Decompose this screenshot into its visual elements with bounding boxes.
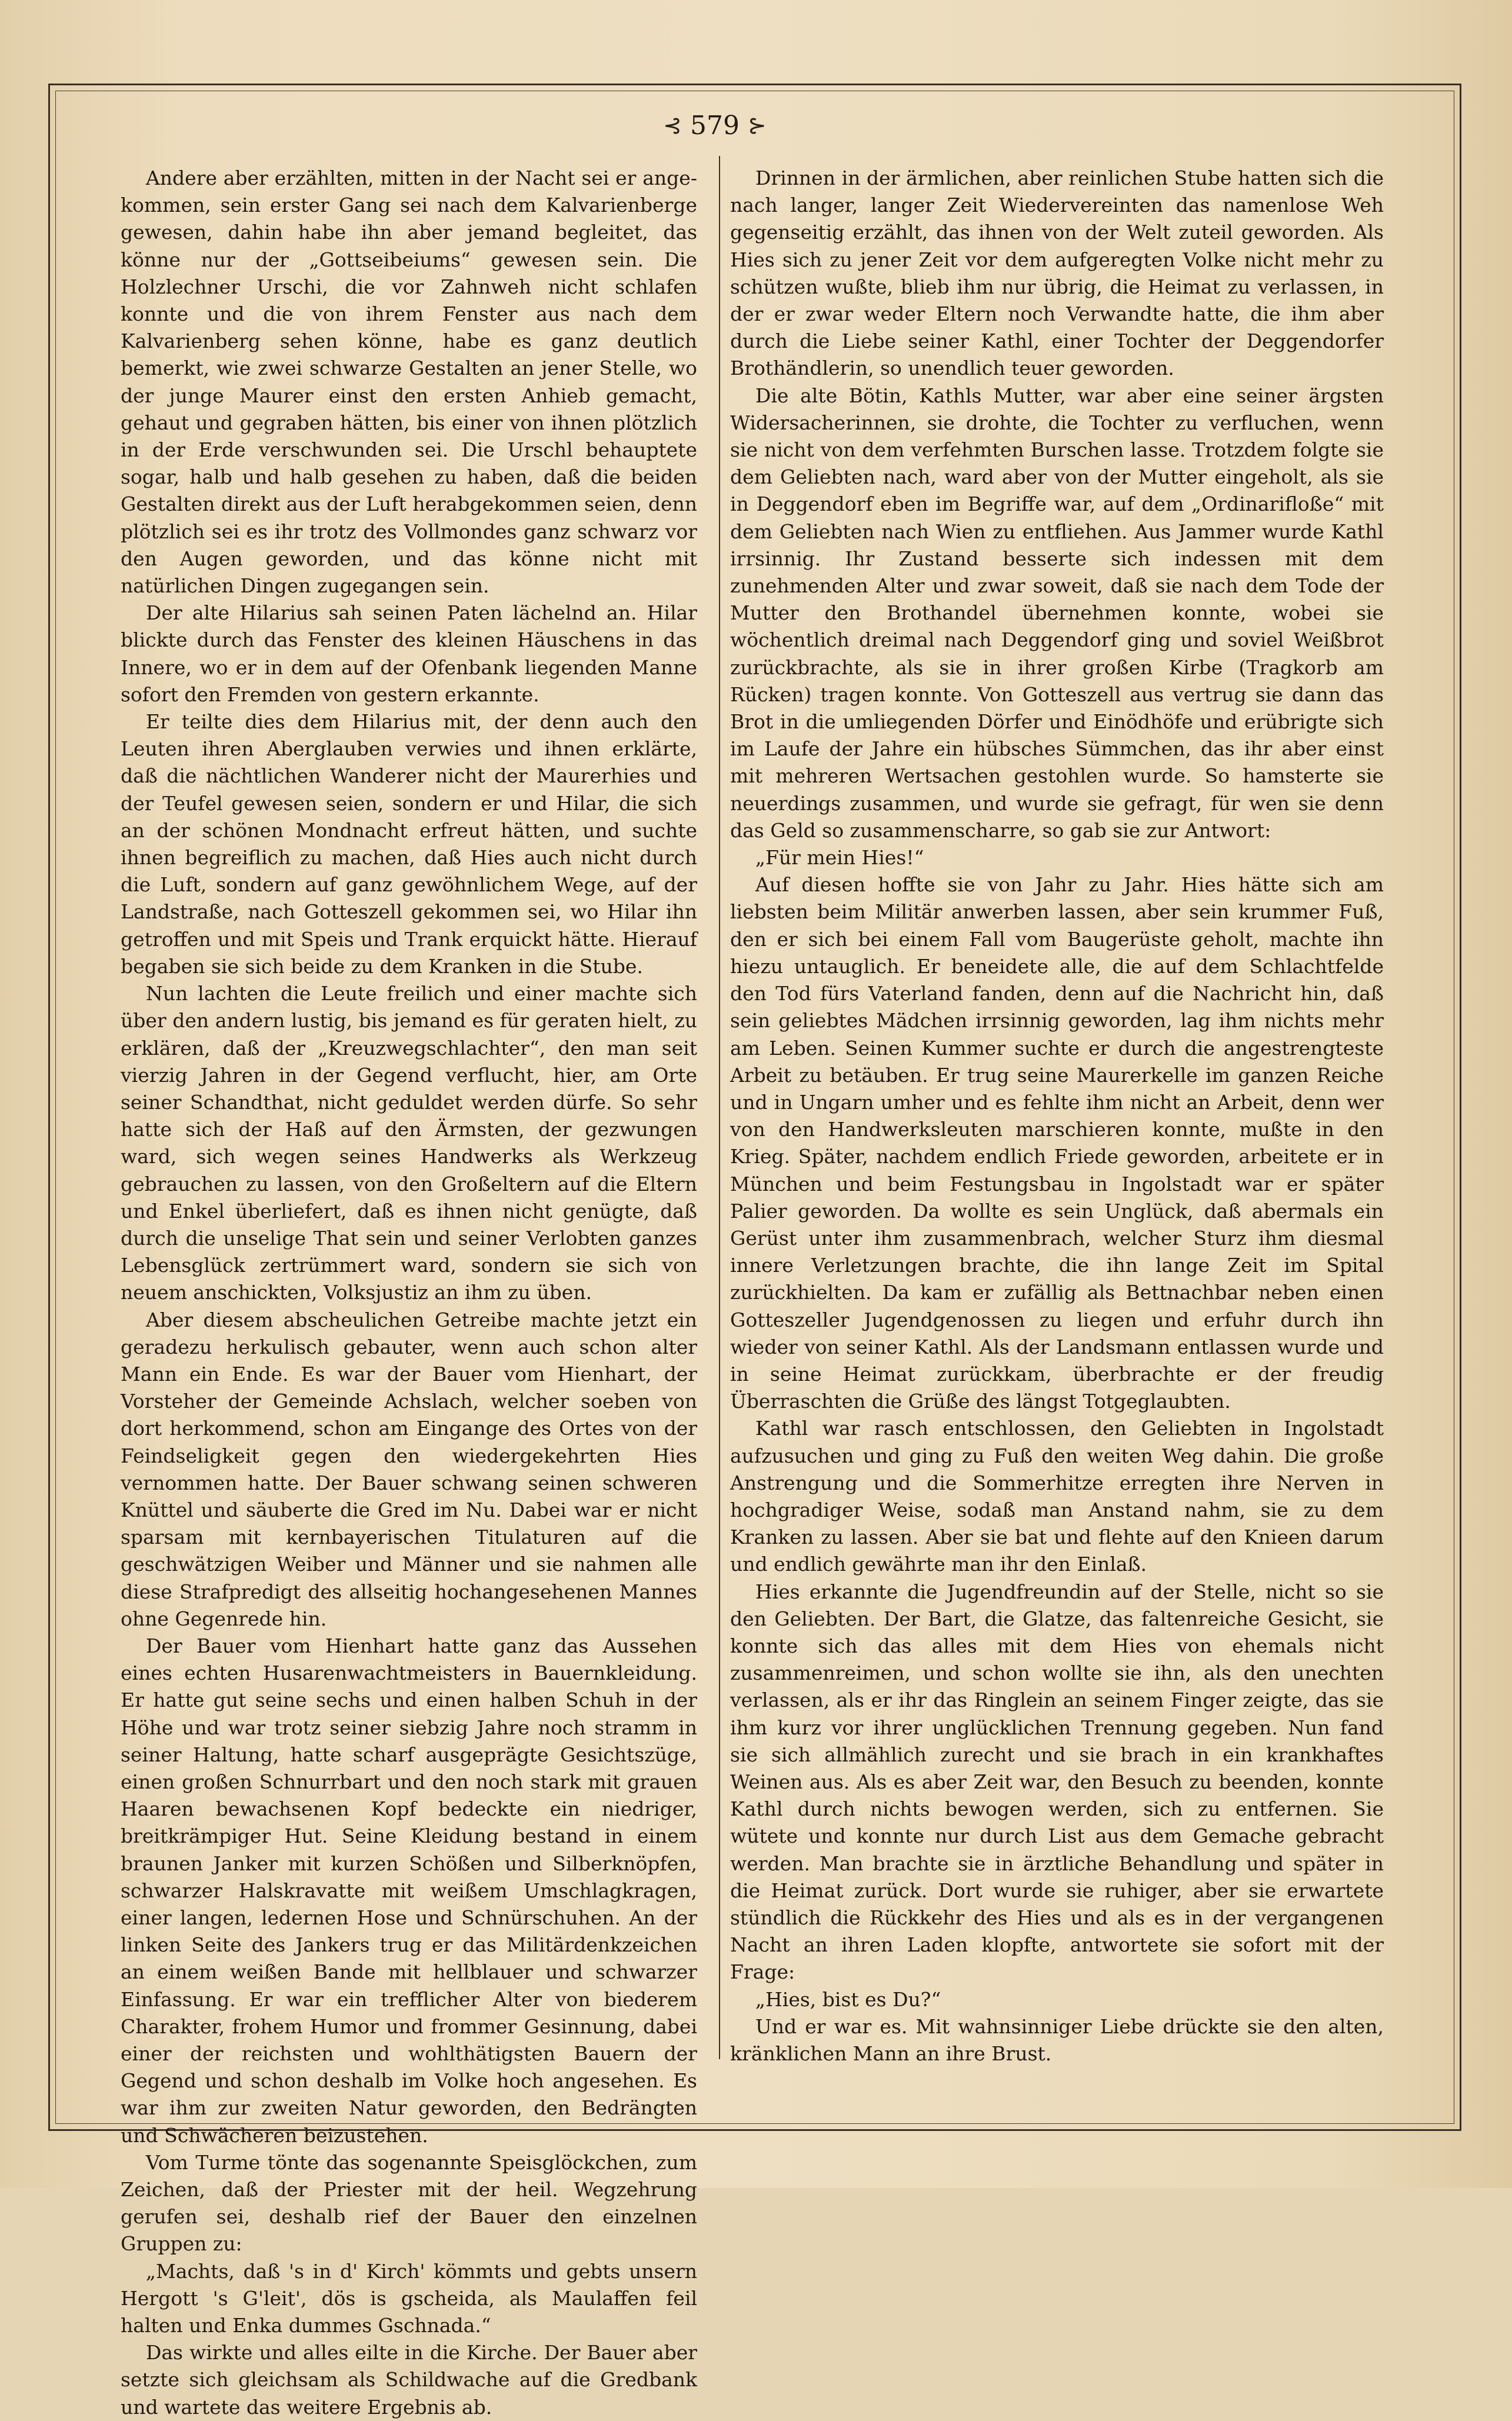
paragraph: Hies erkannte die Jugendfreundin auf der Stelle, nicht so sie den Geliebten. Der Bart, die Glatze, das faltenreiche Gesicht, sie konnte sich das alles mit dem Hies von ehemals nicht zusammenreimen, und schon wollte sie ihn, als den unechten verlassen, als er ihr das Ringlein an seinem Finger zeigte, das sie ihm kurz vor ihrer unglücklichen Trennung gegeben. Nun fand sie sich allmählich zurecht und sie brach in ein krankhaftes Weinen aus. Als es aber Zeit war, den Besuch zu beenden, konnte Kathl durch nichts bewogen werden, sich zu entfernen. Sie wütete und konnte nur durch List aus dem Gemache gebracht werden. Man brachte sie in ärztliche Behandlung und später in die Heimat zurück. Dort wurde sie ruhiger, aber sie erwartete stündlich die Rückkehr des Hies und als es in der vergangenen Nacht an ihren Laden klopfte, antwortete sie sofort mit der Frage:	[730, 1580, 1384, 1984]
right-ornament-icon: ⊱	[747, 112, 767, 138]
paragraph: Andere aber erzählten, mitten in der Nacht sei er angekommen, sein erster Gang sei nach dem Kalvarienberge gewesen, dahin habe ihn aber jemand begleitet, das könne nur der „Gottseibeiums“ gewesen sein. Die Holzlechner Urschi, die vor Zahnweh nicht schlafen konnte und die von ihrem Fenster aus nach dem Kalvarienberg sehen könne, habe es ganz deutlich bemerkt, wie zwei schwarze Gestalten an jener Stelle, wo der junge Maurer einst den ersten Anhieb gemacht, gehaut und gegraben hätten, bis einer von ihnen plötzlich in der Erde verschwunden sei. Die Urschl behauptete sogar, halb und halb gesehen zu haben, daß die beiden Gestalten direkt aus der Luft herabgekommen seien, denn plötzlich sei es ihr trotz des Vollmondes ganz schwarz vor den Augen geworden, und das könne nicht mit natürlichen Dingen zugegangen sein.	[121, 166, 697, 598]
quote-paragraph: „Machts, daß 's in d' Kirch' kömmts und gebts unsern Hergott 's G'leit', dös is gscheida, als Maulaffen feil halten und Enka dummes Gschnada.“	[121, 2259, 697, 2337]
paragraph: Aber diesem abscheulichen Getreibe machte jetzt ein geradezu herkulisch gebauter, wenn auch schon alter Mann ein Ende. Es war der Bauer vom Hienhart, der Vorsteher der Gemeinde Achslach, welcher soeben von dort herkommend, schon am Eingange des Ortes von der Feindseligkeit gegen den wiedergekehrten Hies vernommen hatte. Der Bauer schwang seinen schweren Knüttel und säuberte die Gred im Nu. Dabei war er nicht sparsam mit kernbayerischen Titulaturen auf die geschwätzigen Weiber und Männer und sie nahmen alle diese Strafpredigt des allseitig hochangesehenen Mannes ohne Gegenrede hin.	[121, 1308, 697, 1630]
paragraph: Der alte Hilarius sah seinen Paten lächelnd an. Hilar blickte durch das Fenster des kleinen Häuschens in das Innere, wo er in dem auf der Ofenbank liegenden Manne sofort den Fremden von gestern erkannte.	[121, 601, 697, 706]
paragraph: Drinnen in der ärmlichen, aber reinlichen Stube hatten sich die nach langer, langer Zeit Wiedervereinten das namenlose Weh gegenseitig erzählt, das ihnen von der Welt zuteil geworden. Als Hies sich zu jener Zeit vor dem aufgeregten Volke nicht mehr zu schützen wußte, blieb ihm nur übrig, die Heimat zu verlassen, in der er zwar weder Eltern noch Verwandte hatte, die ihm aber durch die Liebe seiner Kathl, einer Tochter der Deggendorfer Brothändlerin, so unendlich teuer geworden.	[730, 166, 1384, 380]
paragraph: Er teilte dies dem Hilarius mit, der denn auch den Leuten ihren Aberglauben verwies und ihnen erklärte, daß die nächtlichen Wanderer nicht der Maurerhies und der Teufel gewesen seien, sondern er und Hilar, die sich an der schönen Mondnacht erfreut hätten, und suchte ihnen begreiflich zu machen, daß Hies auch nicht durch die Luft, sondern auf ganz gewöhnlichem Wege, auf der Landstraße, nach Gotteszell gekommen sei, wo Hilar ihn getroffen und mit Speis und Trank erquickt hätte. Hierauf begaben sie sich beide zu dem Kranken in die Stube.	[121, 710, 697, 978]
paragraph: Das wirkte und alles eilte in die Kirche. Der Bauer aber setzte sich gleichsam als Schildwache auf die Gredbank und wartete das weitere Ergebnis ab.	[121, 2341, 697, 2419]
paragraph: Der Bauer vom Hienhart hatte ganz das Aussehen eines echten Husarenwachtmeisters in Bauernkleidung. Er hatte gut seine sechs und einen halben Schuh in der Höhe und war trotz seiner siebzig Jahre noch stramm in seiner Haltung, hatte scharf ausgeprägte Gesichtszüge, einen großen Schnurrbart und den noch stark mit grauen Haaren bewachsenen Kopf bedeckte ein niedriger, breitkrämpiger Hut. Seine Kleidung bestand in einem braunen Janker mit kurzen Schößen und Silberknöpfen, schwarzer Halskravatte mit weißem Umschlagkragen, einer langen, ledernen Hose und Schnürschuhen. An der linken Seite des Jankers trug er das Militärdenkzeichen an einem weißen Bande mit hellblauer und schwarzer Einfassung. Er war ein trefflicher Alter von biederem Charakter, frohem Humor und frommer Gesinnung, dabei einer der reichsten und wohlthätigsten Bauern der Gegend und schon deshalb im Volke hoch angesehen. Es war ihm zur zweiten Natur geworden, den Bedrängten und Schwächeren beizustehen.	[121, 1634, 697, 2147]
page-header	[638, 105, 791, 146]
paragraph: Vom Turme tönte das sogenannte Speisglöckchen, zum Zeichen, daß der Priester mit der heil. Wegzehrung gerufen sei, deshalb rief der Bauer den einzelnen Gruppen zu:	[121, 2150, 697, 2256]
left-ornament-icon: ⊰	[663, 112, 682, 138]
paragraph: Die alte Bötin, Kathls Mutter, war aber eine seiner ärgsten Widersacherinnen, sie drohte, die Tochter zu verfluchen, wenn sie nicht von dem verfehmten Burschen lasse. Trotzdem folgte sie dem Geliebten nach, ward aber von der Mutter eingeholt, als sie in Deggendorf eben im Begriffe war, auf dem „Ordinarifloße“ mit dem Geliebten nach Wien zu entfliehen. Aus Jammer wurde Kathl irrsinnig. Ihr Zustand besserte sich indessen mit dem zunehmenden Alter und zwar soweit, daß sie nach dem Tode der Mutter den Brothandel übernehmen konnte, wobei sie wöchentlich dreimal nach Deggendorf ging und soviel Weißbrot zurückbrachte, als sie in ihrer großen Kirbe (Tragkorb am Rücken) tragen konnte. Von Gotteszell aus vertrug sie dann das Brot in die umliegenden Dörfer und Einödhöfe und erübrigte sich im Laufe der Jahre ein hübsches Sümmchen, das ihr aber einst mit mehreren Wertsachen gestohlen wurde. So hamsterte sie neuerdings zusammen, und wurde sie gefragt, für wen sie denn das Geld so zusammenscharre, so gab sie zur Antwort:	[730, 384, 1384, 842]
paragraph: Auf diesen hoffte sie von Jahr zu Jahr. Hies hätte sich am liebsten beim Militär anwerben lassen, aber sein krummer Fuß, den er sich bei einem Fall vom Baugerüste geholt, machte ihn hiezu untauglich. Er beneidete alle, die auf dem Schlachtfelde den Tod fürs Vaterland fanden, denn auf die Nachricht hin, daß sein geliebtes Mädchen irrsinnig geworden, lag ihm nichts mehr am Leben. Seinen Kummer suchte er durch die angestrengteste Arbeit zu betäuben. Er trug seine Maurerkelle im ganzen Reiche und in Ungarn umher und es fehlte ihm nicht an Arbeit, denn wer von den Handwerksleuten marschieren konnte, mußte in den Krieg. Später, nachdem endlich Friede geworden, arbeitete er in München und beim Festungsbau in Ingolstadt war er später Palier geworden. Da wollte es sein Unglück, daß abermals ein Gerüst unter ihm zusammenbrach, welcher Sturz ihm diesmal innere Verletzungen brachte, die ihn lange Zeit im Spital zurückhielten. Da kam er zufällig als Bettnachbar neben einen Gotteszeller Jugendgenossen zu liegen und erfuhr durch ihn wieder von seiner Kathl. Als der Landsmann entlassen wurde und in seine Heimat zurückkam, überbrachte er der freudig Überraschten die Grüße des längst Totgeglaubten.	[730, 873, 1384, 1413]
right-column	[730, 165, 1384, 2065]
paragraph: Kathl war rasch entschlossen, den Geliebten in Ingolstadt aufzusuchen und ging zu Fuß den weiten Weg dahin. Die große Anstrengung und die Sommerhitze erregten ihre Nerven in hochgradiger Weise, sodaß man Anstand nahm, sie zu dem Kranken zu lassen. Aber sie bat und flehte auf den Knieen darum und endlich gewährte man ihr den Einlaß.	[730, 1417, 1384, 1576]
left-column	[121, 165, 697, 2419]
column-divider	[719, 156, 720, 2059]
paragraph: Und er war es. Mit wahnsinniger Liebe drückte sie den alten, kränklichen Mann an ihre Brust.	[730, 2014, 1384, 2066]
quote-paragraph: „Für mein Hies!“	[755, 846, 924, 870]
page-number: 579	[690, 110, 740, 141]
quote-paragraph: „Hies, bist es Du?“	[755, 1987, 941, 2011]
paragraph: Nun lachten die Leute freilich und einer machte sich über den andern lustig, bis jemand es für geraten hielt, zu erklären, daß der „Kreuzwegschlachter“, den man seit vierzig Jahren in der Gegend verflucht, hier, am Orte seiner Schandthat, nicht geduldet werden dürfe. So sehr hatte sich der Haß auf den Ärmsten, der gezwungen ward, sich wegen seines Handwerks als Werkzeug gebrauchen zu lassen, von den Großeltern auf die Eltern und Enkel überliefert, daß es ihnen nicht genügte, daß durch die unselige That sein und seiner Verlobten ganzes Lebensglück zertrümmert ward, sondern sie sich von neuem anschickten, Volksjustiz an ihm zu üben.	[121, 982, 697, 1304]
